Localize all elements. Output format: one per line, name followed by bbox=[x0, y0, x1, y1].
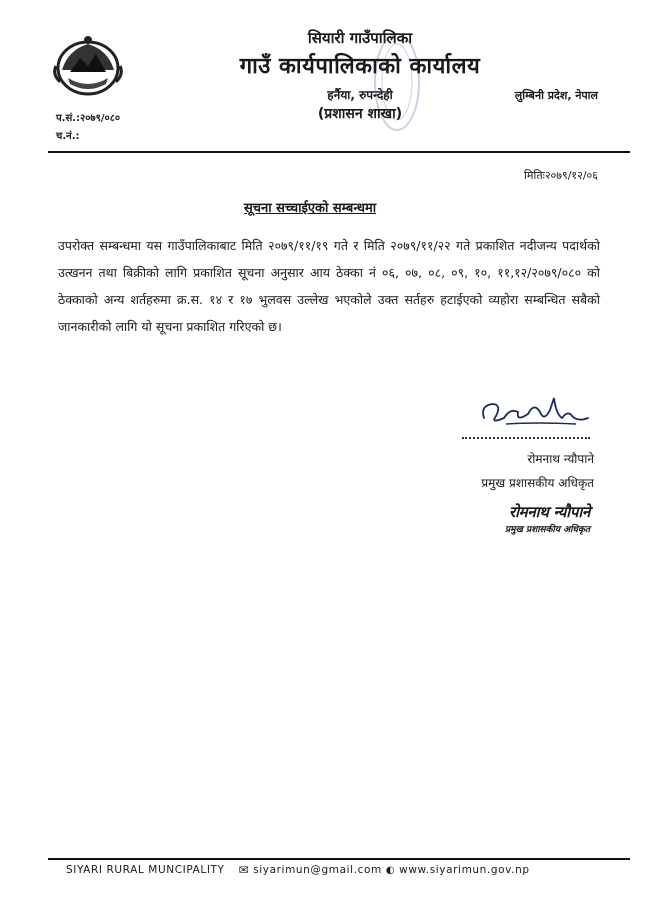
footer bbox=[66, 863, 586, 877]
province-label: लुम्बिनी प्रदेश, नेपाल bbox=[514, 89, 598, 102]
signatory-title: प्रमुख प्रशासकीय अधिकृत bbox=[481, 476, 594, 490]
reference-number: प.सं.:२०७९/०८० bbox=[56, 113, 121, 124]
section-name: (प्रशासन शाखा) bbox=[317, 106, 403, 122]
subject-line: सूचना सच्चाईएको सम्बन्धमा bbox=[244, 201, 377, 216]
stamp-signatory-name: रोमनाथ न्यौपाने bbox=[508, 503, 590, 521]
nepal-emblem bbox=[48, 30, 128, 102]
footer-divider bbox=[48, 858, 630, 860]
footer-email[interactable]: siyarimun@gmail.com bbox=[253, 864, 382, 876]
header-divider bbox=[48, 151, 630, 153]
office-title: गाउँ कार्यपालिकाको कार्यालय bbox=[239, 54, 481, 79]
notice-body: उपरोक्त सम्बन्धमा यस गाउँपालिकाबाट मिति २०७९/११/१९ गते र मिति २०७९/११/२२ गते प्रकाशित नदीजन्य पदार्थको उत्खनन तथा बिक्रीको लागि प्रकाशित सूचना अनुसार आय ठेक्का नं ०६, ०७, ०८, ०९, १०, ११,१२/२०७९/०८० को ठेक्काको अन्य शर्तहरुमा क्र.स. १४ र १७ भुलवस उल्लेख भएकोले उक्त सर्तहरु हटाईएको व्यहोरा सम्बन्धित सबैको जानकारीको लागि यो सूचना प्रकाशित गरिएको छ। bbox=[58, 238, 600, 334]
footer-municipality: SIYARI RURAL MUNCIPALITY bbox=[66, 864, 225, 876]
globe-icon: ◐ bbox=[385, 864, 396, 876]
signatory-name: रोमनाथ न्यौपाने bbox=[527, 452, 594, 466]
footer-website[interactable]: www.siyarimun.gov.np bbox=[399, 864, 530, 876]
municipality-name: सियारी गाउँपालिका bbox=[307, 29, 413, 47]
letter-date: मितिः२०७९/१२/०६ bbox=[524, 169, 598, 182]
office-location: हर्नैया, रुपन्देही bbox=[327, 88, 393, 102]
signature-line bbox=[462, 437, 590, 439]
handwritten-signature bbox=[476, 388, 596, 434]
mail-icon: ✉ bbox=[238, 863, 250, 877]
dispatch-number: च.नं.: bbox=[56, 131, 80, 142]
stamp-signatory-title: प्रमुख प्रशासकीय अधिकृत bbox=[504, 525, 590, 535]
